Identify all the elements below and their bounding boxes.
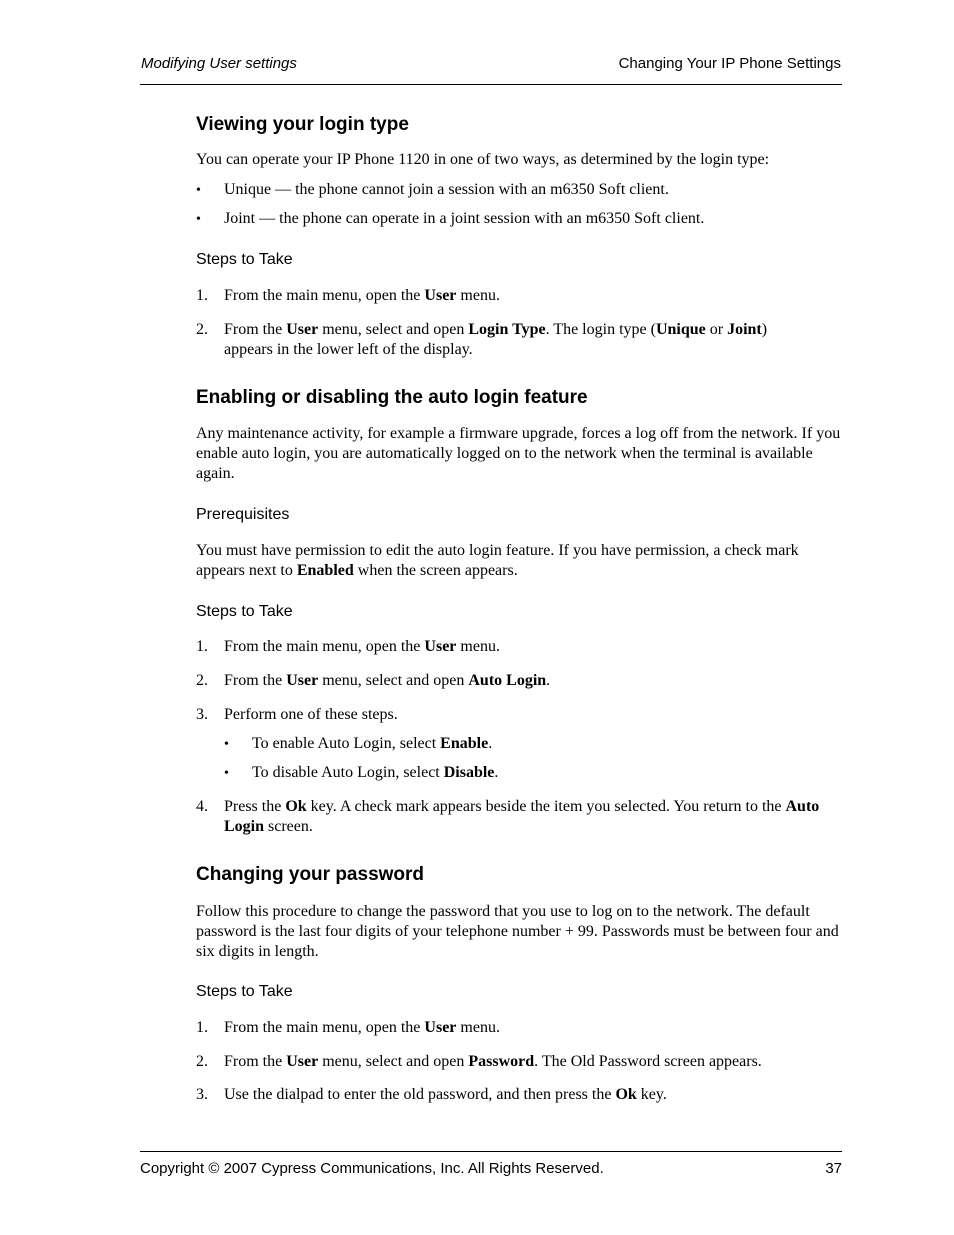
steps-heading: Steps to Take [196,603,293,620]
paragraph-prerequisites: You must have permission to edit the auto login feature. If you have permission, a check mark appears next to Enabled when the screen appears. [196,542,799,579]
section-title-password: Changing your password [196,864,425,885]
steps-heading: Steps to Take [196,251,293,268]
running-header-left: Modifying User settings [141,55,297,72]
bullet-icon [224,734,229,755]
header-rule [140,84,842,85]
prerequisites-heading: Prerequisites [196,506,290,523]
footer-rule [140,1151,842,1152]
paragraph-password-intro: Follow this procedure to change the password that you use to log on to the network. The default password is the last four digits of your telephone number + 99. Passwords must be between four and six digits in length. [196,903,839,960]
running-header-right: Changing Your IP Phone Settings [618,55,841,72]
footer-copyright: Copyright © 2007 Cypress Communications, Inc. All Rights Reserved. [140,1160,604,1177]
section-title-auto-login: Enabling or disabling the auto login feature [196,387,588,408]
paragraph-auto-login-intro: Any maintenance activity, for example a firmware upgrade, forces a log off from the network. If you enable auto login, you are automatically logged on to the network when the terminal is available again. [196,425,841,482]
bullet-icon [196,209,201,230]
bullet-icon [196,180,201,201]
page-number: 37 [825,1160,842,1177]
section-title-login-type: Viewing your login type [196,114,409,135]
steps-heading: Steps to Take [196,983,293,1000]
bullet-icon [224,763,229,784]
paragraph-login-type-intro: You can operate your IP Phone 1120 in one of two ways, as determined by the login type: [196,151,770,168]
